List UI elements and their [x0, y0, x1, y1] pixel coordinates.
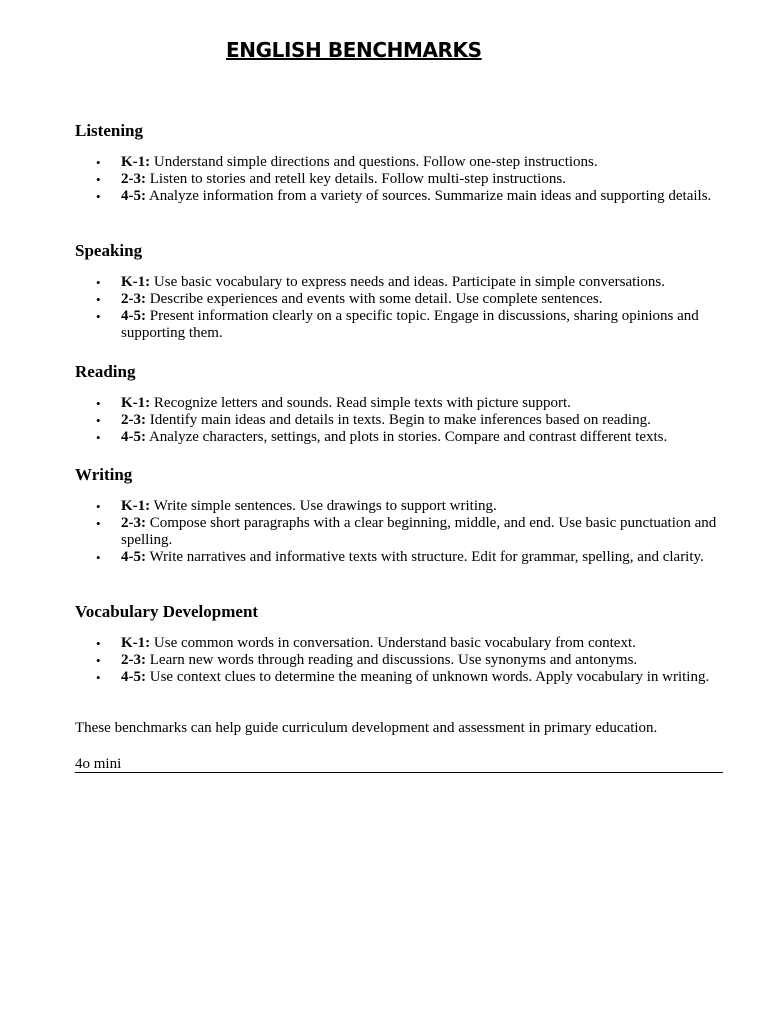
- benchmark-list: [75, 274, 725, 342]
- grade-label: K-1:: [121, 154, 151, 170]
- list-item: [75, 395, 725, 412]
- bullet-icon: •: [96, 499, 101, 514]
- benchmark-text: Identify main ideas and details in texts. Begin to make inferences based on reading.: [149, 412, 651, 428]
- list-item: [75, 308, 725, 342]
- section-reading: [75, 362, 725, 446]
- section-listening: [75, 121, 725, 205]
- benchmark-text: Present information clearly on a specific topic. Engage in discussions, sharing opinions and supporting them.: [121, 308, 699, 341]
- bullet-icon: •: [96, 275, 101, 290]
- benchmark-text: Recognize letters and sounds. Read simple texts with picture support.: [153, 395, 571, 411]
- list-item: [75, 429, 725, 446]
- list-item: [75, 652, 725, 669]
- benchmark-text: Compose short paragraphs with a clear beginning, middle, and end. Use basic punctuation and spelling.: [121, 515, 717, 548]
- closing-paragraph: These benchmarks can help guide curriculum development and assessment in primary education.: [75, 720, 658, 736]
- bullet-icon: •: [96, 636, 101, 651]
- grade-label: 2-3:: [121, 291, 146, 307]
- benchmark-text: Analyze information from a variety of sources. Summarize main ideas and supporting details.: [148, 188, 712, 204]
- grade-label: 2-3:: [121, 412, 146, 428]
- section-writing: [75, 465, 725, 566]
- list-item: [75, 154, 725, 171]
- list-item: [75, 498, 725, 515]
- section-heading: Reading: [75, 362, 136, 381]
- section-heading: Writing: [75, 465, 133, 484]
- grade-label: 4-5:: [121, 429, 146, 445]
- list-item: [75, 291, 725, 308]
- benchmark-list: [75, 635, 725, 686]
- section-heading: Listening: [75, 121, 144, 140]
- document-title: ENGLISH BENCHMARKS: [226, 38, 482, 62]
- list-item: [75, 412, 725, 429]
- bullet-icon: •: [96, 430, 101, 445]
- grade-label: K-1:: [121, 635, 151, 651]
- grade-label: 2-3:: [121, 652, 146, 668]
- section-vocabulary-development: [75, 602, 725, 686]
- benchmark-text: Write simple sentences. Use drawings to support writing.: [153, 498, 497, 514]
- grade-label: K-1:: [121, 395, 151, 411]
- list-item: [75, 171, 725, 188]
- grade-label: K-1:: [121, 274, 151, 290]
- benchmark-text: Listen to stories and retell key details. Follow multi-step instructions.: [149, 171, 566, 187]
- bullet-icon: •: [96, 653, 101, 668]
- grade-label: 4-5:: [121, 669, 146, 685]
- benchmark-text: Use context clues to determine the meaning of unknown words. Apply vocabulary in writing.: [149, 669, 710, 685]
- list-item: [75, 549, 725, 566]
- grade-label: 2-3:: [121, 515, 146, 531]
- grade-label: K-1:: [121, 498, 151, 514]
- model-label: 4o mini: [75, 756, 723, 773]
- benchmark-list: [75, 395, 725, 446]
- benchmark-text: Learn new words through reading and discussions. Use synonyms and antonyms.: [149, 652, 638, 668]
- bullet-icon: •: [96, 516, 101, 531]
- bullet-icon: •: [96, 396, 101, 411]
- benchmark-text: Use common words in conversation. Understand basic vocabulary from context.: [153, 635, 636, 651]
- grade-label: 4-5:: [121, 549, 146, 565]
- grade-label: 4-5:: [121, 308, 146, 324]
- grade-label: 2-3:: [121, 171, 146, 187]
- benchmark-text: Understand simple directions and questions. Follow one-step instructions.: [153, 154, 598, 170]
- bullet-icon: •: [96, 670, 101, 685]
- bullet-icon: •: [96, 309, 101, 324]
- list-item: [75, 515, 725, 549]
- grade-label: 4-5:: [121, 188, 146, 204]
- benchmark-list: [75, 498, 725, 566]
- list-item: [75, 635, 725, 652]
- list-item: [75, 669, 725, 686]
- bullet-icon: •: [96, 413, 101, 428]
- benchmark-text: Analyze characters, settings, and plots in stories. Compare and contrast different texts.: [148, 429, 668, 445]
- bullet-icon: •: [96, 292, 101, 307]
- benchmark-text: Write narratives and informative texts with structure. Edit for grammar, spelling, and clarity.: [149, 549, 704, 565]
- section-heading: Speaking: [75, 241, 143, 260]
- section-heading: Vocabulary Development: [75, 602, 259, 621]
- bullet-icon: •: [96, 155, 101, 170]
- bullet-icon: •: [96, 172, 101, 187]
- bullet-icon: •: [96, 189, 101, 204]
- benchmark-list: [75, 154, 725, 205]
- section-speaking: [75, 241, 725, 342]
- list-item: [75, 188, 725, 205]
- benchmark-text: Describe experiences and events with some detail. Use complete sentences.: [149, 291, 603, 307]
- list-item: [75, 274, 725, 291]
- benchmark-text: Use basic vocabulary to express needs and ideas. Participate in simple conversations.: [153, 274, 666, 290]
- bullet-icon: •: [96, 550, 101, 565]
